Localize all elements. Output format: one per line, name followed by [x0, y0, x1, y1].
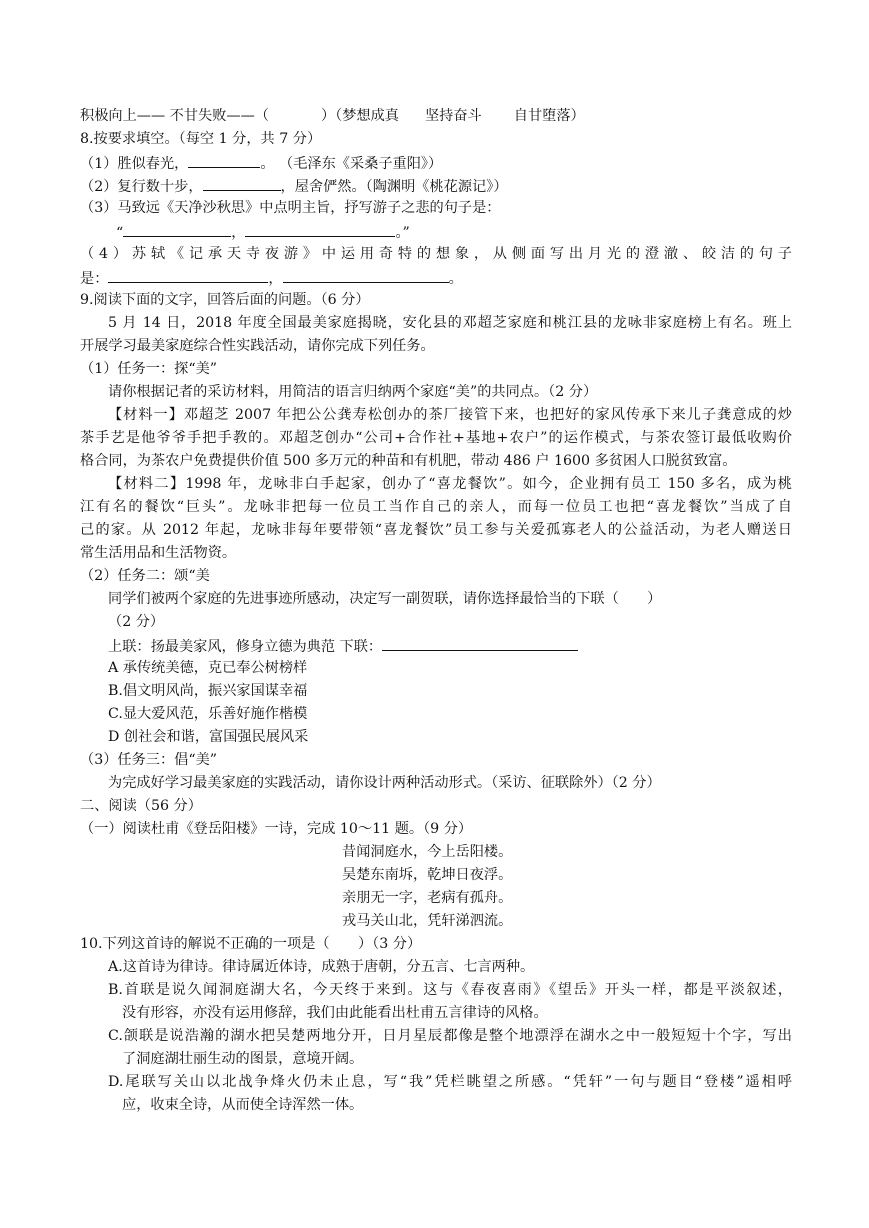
q8-item-3: （3）马致远《天净沙秋思》中点明主旨，抒写游子之悲的句子是：: [80, 200, 501, 216]
q10-option-c-line-2: 了洞庭湖壮丽生动的图景，意境开阔。: [122, 1051, 364, 1067]
q10-option-a[interactable]: A.这首诗为律诗。律诗属近体诗，成熟于唐朝，分五言、七言两种。: [108, 959, 535, 975]
q10-title: 10.下列这首诗的解说不正确的一项是（ ）（3 分）: [80, 936, 422, 952]
q9-option-d[interactable]: D 创社会和谐，富国强民展风采: [108, 729, 309, 745]
q9-task-1-title: （1）任务一：探“美”: [80, 361, 218, 377]
q8-blank-3b[interactable]: [245, 221, 395, 237]
poem-line-4: 戎马关山北，凭轩涕泗流。: [342, 913, 513, 929]
q9-task-2-score: （2 分）: [108, 614, 165, 630]
q9-task-2-prompt: 同学们被两个家庭的先进事迹所感动，决定写一副贺联，请你选择最恰当的下联（ ）: [108, 591, 662, 607]
q7-line: [80, 106, 585, 126]
q8-item-2-post: ，屋舍俨然。（陶渊明《桃花源记》）: [280, 179, 508, 195]
q9-couplet-upper: 上联：扬最美家风，修身立德为典范 下联：: [108, 639, 383, 655]
section-2-title: 二、阅读（56 分）: [80, 798, 202, 814]
q10-option-b-line-1[interactable]: B.首联是说久闻洞庭湖大名，今天终于来到。这与《春夜喜雨》《望岳》开头一样，都是平淡叙述，: [108, 982, 792, 998]
q8-item-1-post: 。 （毛泽东《采桑子重阳》）: [260, 156, 443, 172]
q8-quote-close: 。”: [395, 225, 410, 241]
q8-item-3-answer: [116, 221, 410, 243]
q8-item-4-end: 。: [448, 271, 463, 287]
poem-line-2: 吴楚东南坼，乾坤日夜浮。: [342, 867, 513, 883]
q8-blank-1[interactable]: [188, 152, 260, 168]
q9-intro-1: 5 月 14 日，2018 年度全国最美家庭揭晓，安化县的邓超芝家庭和桃江县的龙咏非家庭榜上有名。班上: [108, 315, 792, 331]
q8-item-4-answer: [80, 267, 463, 289]
q8-comma: ，: [231, 225, 246, 241]
q7-option-3: 自甘堕落）: [513, 108, 585, 124]
q9-couplet-blank[interactable]: [382, 635, 578, 651]
q8-quote-open: “: [116, 225, 124, 241]
q8-item-4: （4）苏轼《记承天寺夜游》中运用奇特的想象，从侧面写出月光的澄澈、皎洁的句子: [80, 246, 792, 262]
q9-material-1-line-2: 茶手艺是他爷爷手把手教的。邓超芝创办“公司+合作社+基地+农户”的运作模式，与茶农签订最低收购价: [80, 430, 792, 446]
q8-blank-4b[interactable]: [283, 267, 449, 283]
q10-option-d-line-1[interactable]: D.尾联写关山以北战争烽火仍未止息，写“我”凭栏眺望之所感。“凭轩”一句与题目“登楼”遥相呼: [108, 1074, 792, 1090]
q10-option-d-line-2: 应，收束全诗，从而使全诗浑然一体。: [122, 1097, 364, 1113]
q9-couplet: [108, 635, 578, 657]
q9-intro-2: 开展学习最美家庭综合性实践活动，请你完成下列任务。: [80, 338, 435, 354]
q7-option-2: 坚持奋斗: [424, 108, 482, 124]
q9-option-b[interactable]: B.倡文明风尚，振兴家国谋幸福: [108, 683, 308, 699]
q9-material-2-line-4: 常生活用品和生活物资。: [80, 545, 237, 561]
q9-material-2-line-1: 【材料二】1998 年，龙咏非白手起家，创办了“喜龙餐饮”。如今，企业拥有员工 150 多名，成为桃: [108, 476, 792, 492]
poem-line-1: 昔闻洞庭水，今上岳阳楼。: [342, 844, 513, 860]
q9-material-2-line-2: 江有名的餐饮“巨头”。龙咏非把每一位员工当作自己的亲人，而每一位员工也把“喜龙餐饮”当成了自: [80, 499, 792, 515]
q8-title: 8.按要求填空。（每空 1 分，共 7 分）: [80, 131, 322, 147]
q10-option-c-line-1[interactable]: C.颌联是说浩瀚的湖水把吴楚两地分开，日月星辰都像是整个地漂浮在湖水之中一般短短十个字，写出: [108, 1028, 792, 1044]
q9-title: 9.阅读下面的文字，回答后面的问题。（6 分）: [80, 292, 370, 308]
q9-task-3-title: （3）任务三：倡“美”: [80, 752, 218, 768]
q9-material-1-line-1: 【材料一】邓超芝 2007 年把公公龚寿松创办的茶厂接管下来，也把好的家风传承下来儿子龚意成的炒: [108, 407, 792, 423]
q7-close: ）（梦想成真: [320, 108, 399, 124]
q10-option-b-line-2: 没有形容，亦没有运用修辞，我们由此能看出杜甫五言律诗的风格。: [122, 1005, 548, 1021]
q7-text: 积极向上—— 不甘失败——（: [80, 108, 269, 124]
q8-blank-4a[interactable]: [108, 267, 268, 283]
q9-option-a[interactable]: A 承传统美德，克已奉公树榜样: [108, 660, 308, 676]
q9-material-2-line-3: 己的家。从 2012 年起，龙咏非每年要带领“喜龙餐饮”员工参与关爱孤寡老人的公益活动，为老人赠送日: [80, 522, 792, 538]
q8-item-4-comma: ，: [268, 271, 283, 287]
q8-item-2: [80, 175, 508, 197]
q9-option-c[interactable]: C.显大爱风范，乐善好施作楷模: [108, 706, 308, 722]
q9-material-1-line-3: 格合同，为茶农户免费提供价值 500 多万元的种苗和有机肥，带动 486 户 1600 多贫困人口脱贫致富。: [80, 453, 737, 469]
poem-line-3: 亲朋无一字，老病有孤舟。: [342, 890, 513, 906]
section-2-sub-1: （一）阅读杜甫《登岳阳楼》一诗，完成 10～11 题。（9 分）: [80, 821, 473, 837]
q9-task-2-title: （2）任务二：颂“美: [80, 568, 210, 584]
q8-item-2-pre: （2）复行数十步，: [80, 179, 203, 195]
q9-task-3-prompt: 为完成好学习最美家庭的实践活动，请你设计两种活动形式。（采访、征联除外）（2 分）: [108, 775, 661, 791]
q8-item-4-pre: 是：: [80, 271, 109, 287]
q8-blank-3a[interactable]: [123, 221, 231, 237]
q8-blank-2[interactable]: [203, 175, 281, 191]
q9-task-1-prompt: 请你根据记者的采访材料，用简洁的语言归纳两个家庭“美”的共同点。（2 分）: [108, 384, 598, 400]
q8-item-1-pre: （1）胜似春光，: [80, 156, 189, 172]
q8-item-1: [80, 152, 442, 174]
